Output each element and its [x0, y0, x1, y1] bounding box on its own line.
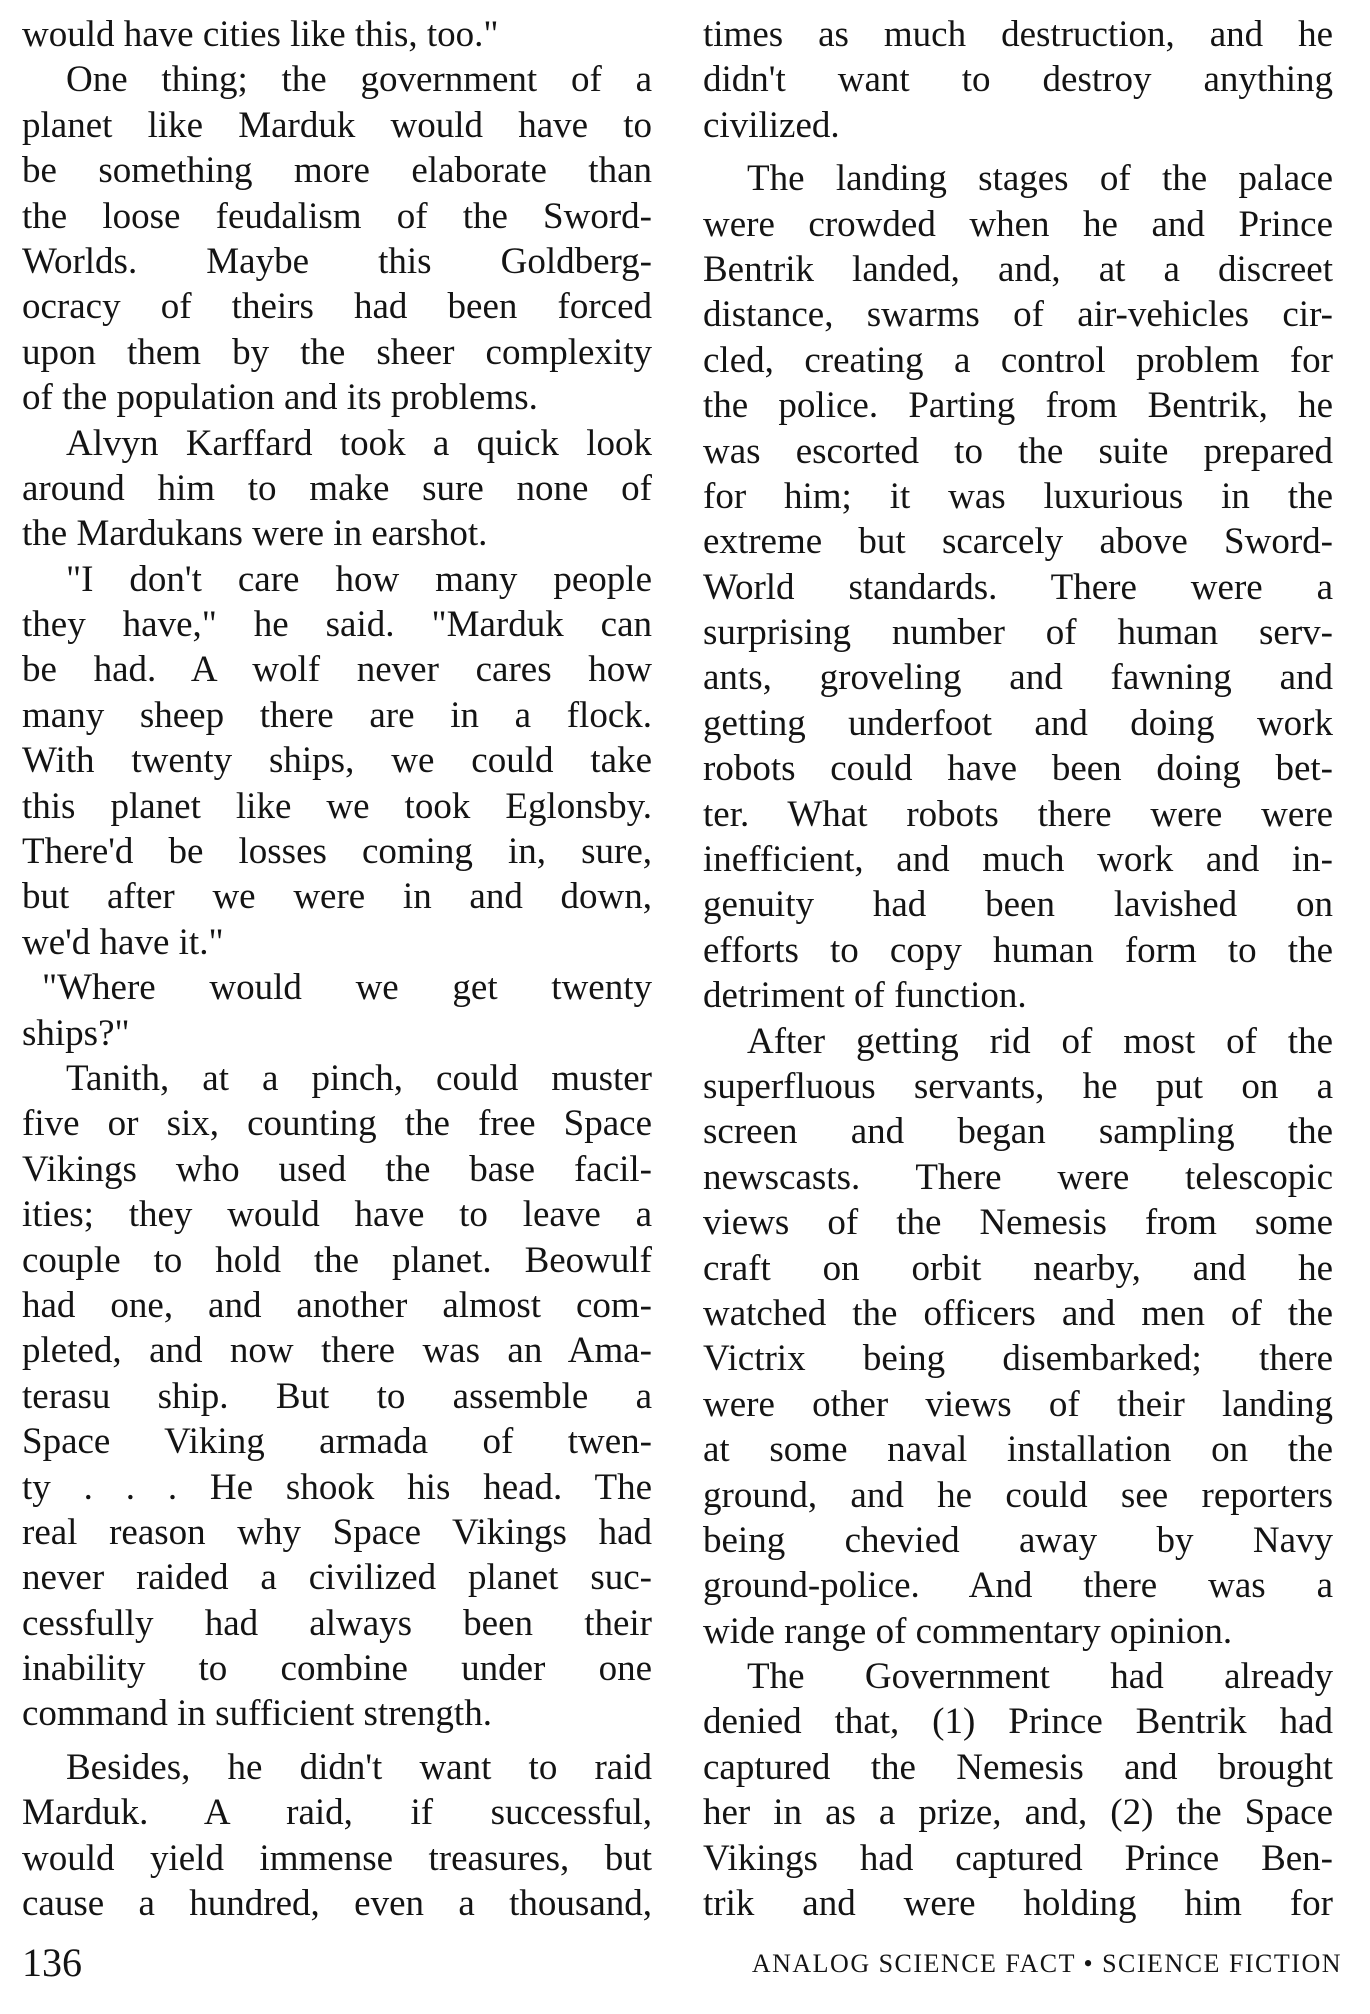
text-line: many sheep there are in a flock.	[22, 694, 652, 736]
text-line: With twenty ships, we could take	[22, 740, 652, 782]
text-line: Vikings who used the base facil-	[22, 1148, 652, 1190]
text-line: ter. What robots there were were	[703, 793, 1333, 835]
text-line: The landing stages of the palace	[747, 158, 1333, 200]
text-line: around him to make sure none of	[22, 467, 652, 509]
text-line: times as much destruction, and he	[703, 14, 1333, 55]
text-line: upon them by the sheer complexity	[22, 331, 652, 373]
text-line: watched the officers and men of the	[703, 1292, 1333, 1334]
text-line: of the population and its problems.	[22, 377, 538, 419]
text-line: command in sufficient strength.	[22, 1693, 492, 1735]
text-line: ships?"	[22, 1012, 130, 1054]
text-line: were other views of their landing	[703, 1383, 1333, 1425]
text-line: extreme but scarcely above Sword-	[703, 521, 1333, 563]
text-line: ground-police. And there was a	[703, 1565, 1333, 1607]
text-line: be had. A wolf never cares how	[22, 649, 652, 691]
text-line: five or six, counting the free Space	[22, 1103, 652, 1145]
text-line: were crowded when he and Prince	[703, 203, 1333, 245]
text-line: her in as a prize, and, (2) the Space	[703, 1792, 1333, 1834]
text-line: ities; they would have to leave a	[22, 1194, 652, 1236]
text-line: be something more elaborate than	[22, 150, 652, 192]
text-line: would have cities like this, too."	[22, 14, 499, 55]
text-line: "Where would we get twenty	[42, 967, 652, 1009]
text-line: One thing; the government of a	[66, 59, 652, 101]
text-line: the loose feudalism of the Sword-	[22, 195, 652, 237]
text-line: Worlds. Maybe this Goldberg-	[22, 240, 652, 282]
text-line: Vikings had captured Prince Ben-	[703, 1837, 1333, 1879]
text-line: was escorted to the suite prepared	[703, 430, 1333, 472]
text-line: this planet like we took Eglonsby.	[22, 785, 652, 827]
text-line: craft on orbit nearby, and he	[703, 1247, 1333, 1289]
text-line: cled, creating a control problem for	[703, 339, 1333, 381]
text-line: inefficient, and much work and in-	[703, 839, 1333, 881]
text-line: we'd have it."	[22, 921, 224, 963]
text-line: pleted, and now there was an Ama-	[22, 1330, 652, 1372]
text-line: surprising number of human serv-	[703, 612, 1333, 654]
text-line: distance, swarms of air-vehicles cir-	[703, 294, 1333, 336]
text-line: civilized.	[703, 104, 840, 146]
text-line: Space Viking armada of twen-	[22, 1421, 652, 1463]
text-line: After getting rid of most of the	[747, 1020, 1333, 1062]
right-text-column	[703, 12, 1333, 1926]
text-line: trik and were holding him for	[703, 1883, 1333, 1925]
text-line: There'd be losses coming in, sure,	[22, 831, 652, 873]
text-line: the Mardukans were in earshot.	[22, 513, 488, 555]
text-line: didn't want to destroy anything	[703, 59, 1333, 101]
text-line: cessfully had always been their	[22, 1602, 652, 1644]
text-line: efforts to copy human form to the	[703, 929, 1333, 971]
text-line: getting underfoot and doing work	[703, 702, 1333, 744]
text-line: ground, and he could see reporters	[703, 1474, 1333, 1516]
text-line: denied that, (1) Prince Bentrik had	[703, 1701, 1333, 1743]
text-line: had one, and another almost com-	[22, 1284, 652, 1326]
text-line: detriment of function.	[703, 975, 1027, 1017]
text-line: never raided a civilized planet suc-	[22, 1557, 652, 1599]
text-line: captured the Nemesis and brought	[703, 1746, 1333, 1788]
text-line: they have," he said. "Marduk can	[22, 604, 652, 646]
text-line: superfluous servants, he put on a	[703, 1065, 1333, 1107]
text-line: screen and began sampling the	[703, 1111, 1333, 1153]
text-line: "I don't care how many people	[66, 558, 652, 600]
text-line: ants, groveling and fawning and	[703, 657, 1333, 699]
page-number: 136	[22, 1940, 82, 1985]
text-line: wide range of commentary opinion.	[703, 1610, 1233, 1652]
text-line: Marduk. A raid, if successful,	[22, 1792, 652, 1834]
text-line: planet like Marduk would have to	[22, 104, 652, 146]
text-line: inability to combine under one	[22, 1648, 652, 1690]
text-line: genuity had been lavished on	[703, 884, 1333, 926]
text-line: Tanith, at a pinch, could muster	[66, 1057, 652, 1099]
text-line: The Government had already	[747, 1656, 1333, 1698]
text-line: Victrix being disembarked; there	[703, 1338, 1333, 1380]
text-line: robots could have been doing bet-	[703, 748, 1333, 790]
running-head: ANALOG SCIENCE FACT • SCIENCE FICTION	[751, 1949, 1342, 1978]
left-text-column	[22, 12, 652, 1926]
text-line: at some naval installation on the	[703, 1429, 1333, 1471]
text-line: real reason why Space Vikings had	[22, 1511, 652, 1553]
text-line: ty . . . He shook his head. The	[22, 1466, 652, 1508]
text-line: ocracy of theirs had been forced	[22, 286, 652, 328]
text-line: World standards. There were a	[703, 566, 1333, 608]
text-line: terasu ship. But to assemble a	[22, 1375, 652, 1417]
text-line: being chevied away by Navy	[703, 1519, 1333, 1561]
text-line: cause a hundred, even a thousand,	[22, 1883, 652, 1925]
text-line: but after we were in and down,	[22, 876, 652, 918]
text-line: the police. Parting from Bentrik, he	[703, 385, 1333, 427]
text-line: views of the Nemesis from some	[703, 1202, 1333, 1244]
text-line: would yield immense treasures, but	[22, 1837, 652, 1879]
text-line: for him; it was luxurious in the	[703, 475, 1333, 517]
text-line: Besides, he didn't want to raid	[66, 1746, 652, 1788]
text-line: Alvyn Karffard took a quick look	[66, 422, 652, 464]
text-line: newscasts. There were telescopic	[703, 1156, 1333, 1198]
text-line: Bentrik landed, and, at a discreet	[703, 248, 1333, 290]
page-footer	[22, 1938, 1342, 1988]
text-line: couple to hold the planet. Beowulf	[22, 1239, 652, 1281]
